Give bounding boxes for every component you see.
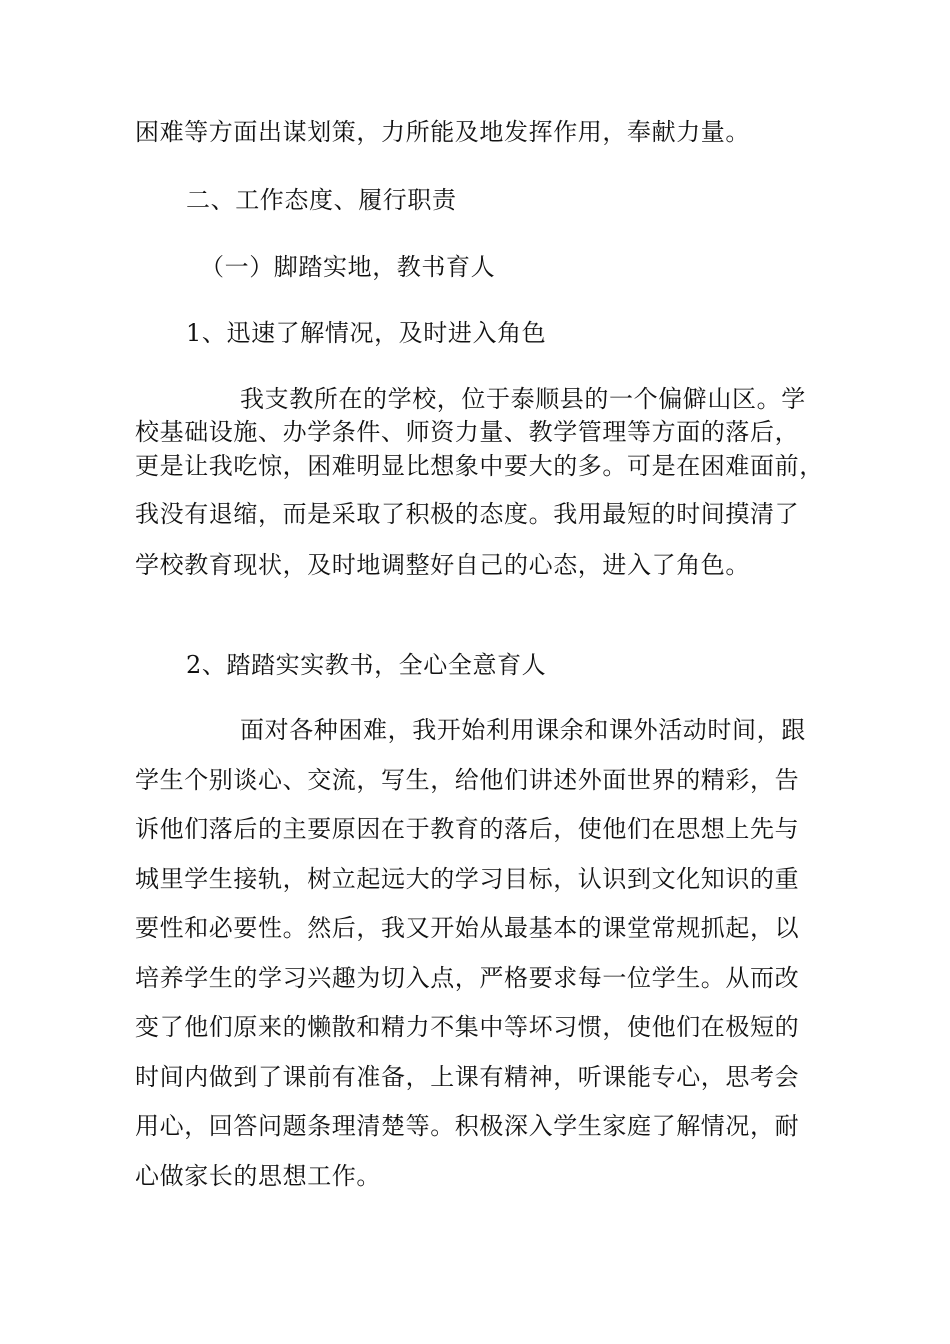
paragraph-line: 要性和必要性。然后，我又开始从最基本的课堂常规抓起，以 xyxy=(135,914,800,942)
paragraph-line: 面对各种困难，我开始利用课余和课外活动时间，跟 xyxy=(240,716,806,744)
paragraph-line: 我没有退缩，而是采取了积极的态度。我用最短的时间摸清了 xyxy=(135,500,800,528)
section-heading: 二、工作态度、履行职责 xyxy=(186,186,457,214)
paragraph-line: 诉他们落后的主要原因在于教育的落后，使他们在思想上先与 xyxy=(135,815,800,843)
paragraph-line: 变了他们原来的懒散和精力不集中等坏习惯，使他们在极短的 xyxy=(135,1013,800,1041)
paragraph-line: 用心，回答问题条理清楚等。积极深入学生家庭了解情况，耐 xyxy=(135,1112,800,1140)
paragraph-line: 城里学生接轨，树立起远大的学习目标，认识到文化知识的重 xyxy=(135,865,800,893)
paragraph-line: 时间内做到了课前有准备，上课有精神，听课能专心，思考会 xyxy=(135,1063,800,1091)
paragraph-line: 心做家长的思想工作。 xyxy=(135,1162,381,1190)
item-heading: 2、踏踏实实教书，全心全意育人 xyxy=(186,651,547,679)
paragraph-line: 更是让我吃惊，困难明显比想象中要大的多。可是在困难面前， xyxy=(135,452,824,480)
paragraph-line: 学校教育现状，及时地调整好自己的心态，进入了角色。 xyxy=(135,551,750,579)
paragraph-line: 培养学生的学习兴趣为切入点，严格要求每一位学生。从而改 xyxy=(135,964,800,992)
subsection-heading: （一）脚踏实地，教书育人 xyxy=(200,253,496,281)
item-heading: 1、迅速了解情况，及时进入角色 xyxy=(186,319,547,347)
paragraph-line: 困难等方面出谋划策，力所能及地发挥作用，奉献力量。 xyxy=(135,118,750,146)
paragraph-line: 我支教所在的学校，位于泰顺县的一个偏僻山区。学 xyxy=(240,385,806,413)
paragraph-line: 学生个别谈心、交流，写生，给他们讲述外面世界的精彩，告 xyxy=(135,766,800,794)
paragraph-line: 校基础设施、办学条件、师资力量、教学管理等方面的落后， xyxy=(135,418,800,446)
